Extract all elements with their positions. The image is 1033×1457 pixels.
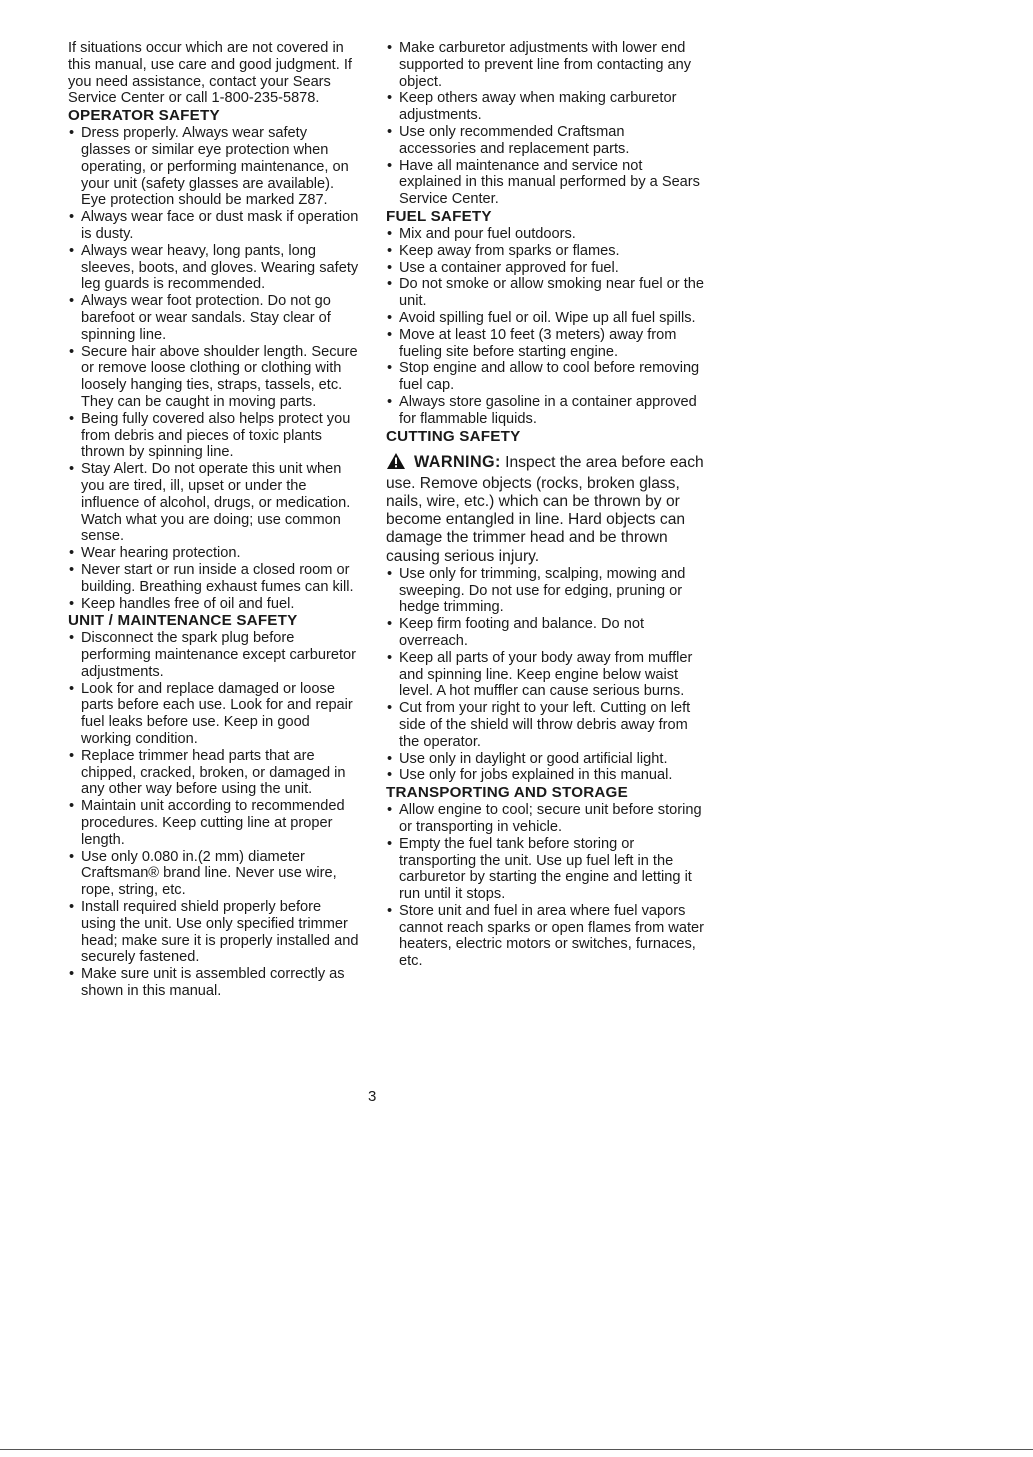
- page-number: 3: [368, 1088, 377, 1105]
- list-item: • Stay Alert. Do not operate this unit when you are tired, ill, upset or under the influence of alcohol, drugs, or medication. Watch what you are doing; use common sense.: [68, 461, 360, 545]
- fuel-safety-list: [386, 226, 704, 428]
- list-item: • Use a container approved for fuel.: [386, 260, 704, 277]
- list-item: • Disconnect the spark plug before performing maintenance except carburetor adjustments.: [68, 630, 360, 680]
- list-item: • Never start or run inside a closed room or building. Breathing exhaust fumes can kill.: [68, 562, 360, 596]
- list-item: • Mix and pour fuel outdoors.: [386, 226, 704, 243]
- list-item: • Do not smoke or allow smoking near fuel or the unit.: [386, 276, 704, 310]
- maintenance-safety-list-left: [68, 630, 360, 1000]
- list-item: • Store unit and fuel in area where fuel vapors cannot reach sparks or open flames from water heaters, electric motors or switches, furnaces, etc.: [386, 903, 704, 970]
- list-item: • Always wear foot protection. Do not go barefoot or wear sandals. Stay clear of spinning line.: [68, 293, 360, 343]
- list-item: • Use only for jobs explained in this manual.: [386, 767, 704, 784]
- list-item: • Dress properly. Always wear safety glasses or similar eye protection when operating, or performing maintenance, on your unit (safety glasses are available). Eye protection should be marked Z87.: [68, 125, 360, 209]
- list-item: • Being fully covered also helps protect you from debris and pieces of toxic plants thrown by spinning line.: [68, 411, 360, 461]
- list-item: • Replace trimmer head parts that are chipped, cracked, broken, or damaged in any other way before using the unit.: [68, 748, 360, 798]
- list-item: • Keep firm footing and balance. Do not overreach.: [386, 616, 704, 650]
- warning-label: WARNING:: [414, 452, 501, 471]
- maintenance-safety-list-right: [386, 40, 704, 208]
- warning-text: Inspect the area before each use. Remove objects (rocks, broken glass, nails, wire, etc.) which can be thrown by or become entangled in line. Hard objects can damage the trimmer head and be thrown causing serious injury.: [386, 453, 704, 565]
- list-item: • Maintain unit according to recommended procedures. Keep cutting line at proper length.: [68, 798, 360, 848]
- list-item: • Have all maintenance and service not explained in this manual performed by a Sears Service Center.: [386, 158, 704, 208]
- list-item: • Make carburetor adjustments with lower end supported to prevent line from contacting any object.: [386, 40, 704, 90]
- list-item: • Stop engine and allow to cool before removing fuel cap.: [386, 360, 704, 394]
- cutting-safety-heading: CUTTING SAFETY: [386, 427, 521, 445]
- list-item: • Allow engine to cool; secure unit before storing or transporting in vehicle.: [386, 802, 704, 836]
- list-item: • Always wear face or dust mask if operation is dusty.: [68, 209, 360, 243]
- list-item: • Make sure unit is assembled correctly as shown in this manual.: [68, 966, 360, 1000]
- list-item: • Use only recommended Craftsman accessories and replacement parts.: [386, 124, 704, 158]
- list-item: • Use only for trimming, scalping, mowing and sweeping. Do not use for edging, pruning or hedge trimming.: [386, 566, 704, 616]
- bottom-rule: [0, 1449, 1033, 1450]
- list-item: • Empty the fuel tank before storing or transporting the unit. Use up fuel left in the carburetor by starting the engine and letting it run until it stops.: [386, 836, 704, 903]
- operator-safety-heading: OPERATOR SAFETY: [68, 107, 220, 125]
- list-item: • Wear hearing protection.: [68, 545, 360, 562]
- list-item: • Move at least 10 feet (3 meters) away from fueling site before starting engine.: [386, 327, 704, 361]
- maintenance-safety-heading: UNIT / MAINTENANCE SAFETY: [68, 612, 298, 630]
- list-item: • Always wear heavy, long pants, long sleeves, boots, and gloves. Wearing safety leg guards is recommended.: [68, 243, 360, 293]
- list-item: • Use only in daylight or good artificial light.: [386, 751, 704, 768]
- list-item: • Avoid spilling fuel or oil. Wipe up all fuel spills.: [386, 310, 704, 327]
- fuel-safety-heading: FUEL SAFETY: [386, 207, 492, 225]
- warning-triangle-icon: [386, 452, 406, 475]
- left-column: [68, 40, 360, 1000]
- list-item: • Keep handles free of oil and fuel.: [68, 596, 360, 613]
- right-column: [386, 40, 704, 970]
- list-item: • Keep others away when making carburetor adjustments.: [386, 90, 704, 124]
- list-item: • Use only 0.080 in.(2 mm) diameter Craftsman® brand line. Never use wire, rope, string, etc.: [68, 849, 360, 899]
- cutting-safety-list: [386, 566, 704, 784]
- list-item: • Keep away from sparks or flames.: [386, 243, 704, 260]
- list-item: • Look for and replace damaged or loose parts before each use. Look for and repair fuel leaks before use. Keep in good working condition.: [68, 681, 360, 748]
- warning-paragraph: [386, 452, 704, 566]
- operator-safety-list: [68, 125, 360, 612]
- list-item: • Keep all parts of your body away from muffler and spinning line. Keep engine below waist level. A hot muffler can cause serious burns.: [386, 650, 704, 700]
- transport-storage-heading: TRANSPORTING AND STORAGE: [386, 784, 628, 802]
- list-item: • Secure hair above shoulder length. Secure or remove loose clothing or clothing with loosely hanging ties, straps, tassels, etc. They can be caught in moving parts.: [68, 344, 360, 411]
- list-item: • Install required shield properly before using the unit. Use only specified trimmer head; make sure it is properly installed and securely fastened.: [68, 899, 360, 966]
- list-item: • Cut from your right to your left. Cutting on left side of the shield will throw debris away from the operator.: [386, 700, 704, 750]
- list-item: • Always store gasoline in a container approved for flammable liquids.: [386, 394, 704, 428]
- intro-paragraph: If situations occur which are not covered in this manual, use care and good judgment. If you need assistance, contact your Sears Service Center or call 1-800-235-5878.: [68, 40, 352, 107]
- transport-storage-list: [386, 802, 704, 970]
